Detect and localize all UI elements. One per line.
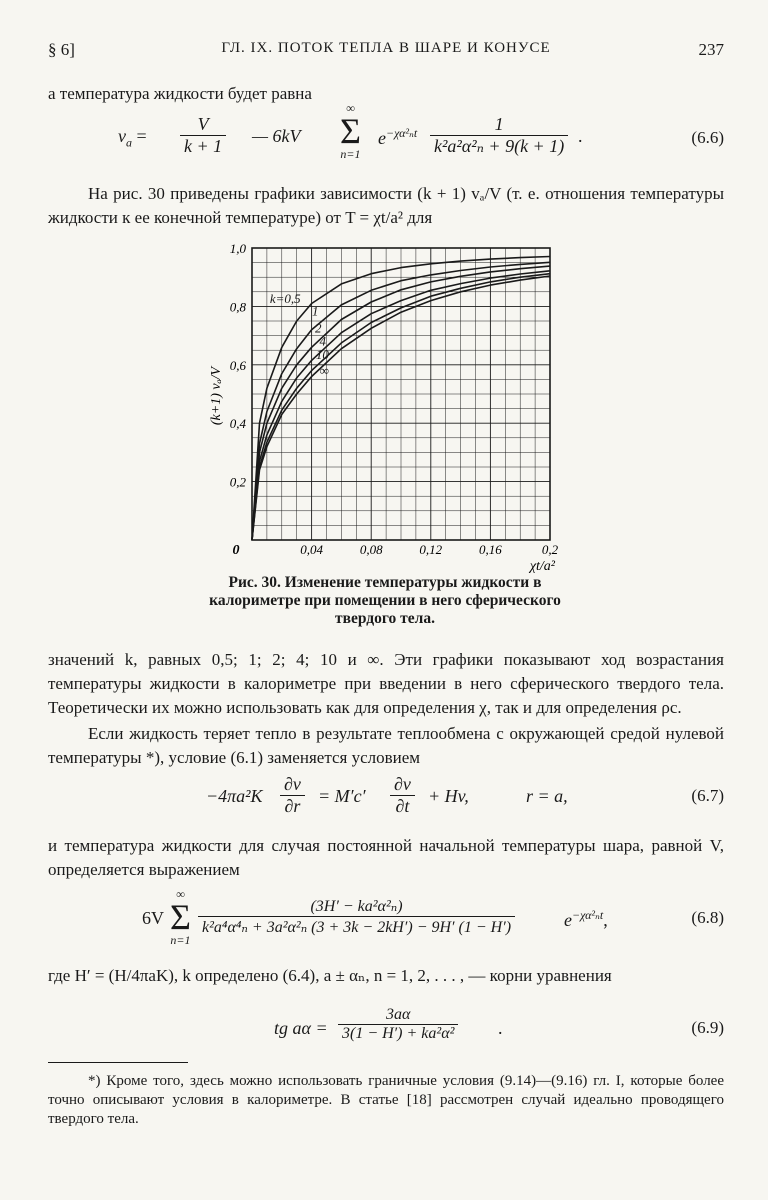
series-label-3: 2 [314,320,322,336]
intro-line: а температура жидкости будет равна [48,84,312,103]
equation-6-6: $v_a$ = $\frac{V}{k + 1}$ — 6kV ∞ Σ n=1 $e^{-\chi\alpha^2_nt}$ $\frac{1}{\text{k²a²α²ₙ + 9(k + 1)}}$ . (6.6) [118,101,724,161]
equation-6-9 [48,1006,724,1052]
y-tick-label: 0,6 [229,357,246,373]
eq66-frac2 [430,114,568,157]
eq67-left: −4πa²K [206,786,263,806]
series-label-5: 10 [315,347,329,363]
y-tick-label: 0,2 [229,474,246,490]
eq68-frac [198,896,515,937]
eq69-den: 3(1 − H′) + ka²α² [342,1025,455,1042]
paragraph-2: значений k, равных 0,5; 1; 2; 4; 10 и ∞. Эти графики показывают ход возрастания температуры жидкости в калориметре при введении в него сферического твердого тела. Теоретически их можно использовать как для определения χ, так и для определения ρc. [48,650,724,717]
paragraph-5: где H′ = (H/4πaK), k определено (6.4), а ± αₙ, n = 1, 2, . . . , — корни уравнения [48,966,612,985]
x-tick-label: 0,16 [479,542,502,557]
eq66-frac1-den: k + 1 [184,136,223,156]
y-axis-label: (k+1) vₐ/V [209,366,224,426]
eq68-exp-base: e [564,910,572,930]
eq68-sum-top: ∞ [176,887,185,901]
eq66-exp-base: e [378,128,386,148]
eq66-sum-top: ∞ [346,101,355,115]
x-tick-label: 0,08 [359,542,383,557]
paragraph-4: и температура жидкости для случая постоянной начальной температуры шара, равной V, определяется выражением [48,836,724,879]
series-label-2: 1 [312,303,319,319]
x-tick-label: 0,04 [300,542,323,557]
eq68-exp-power: −χα²ₙt [572,908,604,922]
eq68-sum: ∞ Σ n=1 [170,887,191,947]
eq68-den: k²a⁴α⁴ₙ + 3a²α²ₙ (3 + 3k − 2kH′) − 9H′ (1 − H′) [202,919,512,936]
eq69-tail: . [498,1018,503,1038]
running-title: ГЛ. IX. ПОТОК ТЕПЛА В ШАРЕ И КОНУСЕ [221,40,551,56]
eq66-sum-bottom: n=1 [340,147,361,161]
eq66-exp-power: −χα²ₙt [386,126,418,140]
y-tick-label: 0,8 [229,299,246,315]
eq66-frac1-num: V [180,114,226,136]
footnote: *) Кроме того, здесь можно использовать граничные условия (9.14)—(9.16) гл. I, которые более точно описывают условия в калориметре. В статье [18] рассмотрен случай идеально проводящего твердого тела. [48,1073,724,1127]
chart-tick-labels [230,241,559,557]
eq66-frac1 [180,114,226,157]
eq66-lhs: v [118,126,126,146]
equation-6-7 [48,774,724,822]
x-tick-label: 0,12 [419,542,443,557]
eq67-number: (6.7) [691,786,724,805]
figure-caption: Рис. 30. Изменение температуры жидкости в калориметре при помещении в него сферического твердого тела. [209,574,561,627]
eq69-num: 3aα [338,1006,458,1025]
eq69-left: tg aα = [274,1018,328,1038]
page-header [48,40,724,64]
eq66-frac2-den: k²a²α²ₙ + 9(k + 1) [434,136,565,156]
paragraph-3: Если жидкость теряет тепло в результате теплообмена с окружающей средой нулевой температуры *), условие (6.1) заменяется условием [48,724,724,767]
eq69-frac [338,1006,458,1043]
page-number: 237 [698,40,724,59]
footnote-rule [48,1062,188,1063]
eq67-mid: = M′c′ [318,786,366,806]
eq66-frac2-num: 1 [430,114,568,136]
figure-30-chart [200,236,570,576]
eq67-deriv2 [390,774,415,817]
eq67-right: + Hv, [428,786,469,806]
y-tick-label: 1,0 [229,241,246,256]
origin-label: 0 [232,543,240,558]
x-axis-label: χt/a² [529,559,555,574]
eq67-deriv1 [280,774,305,817]
eq67-d1-num: ∂v [280,774,305,796]
y-tick-label: 0,4 [229,416,246,432]
eq67-d2-den: ∂t [395,796,410,816]
eq68-tail: , [603,910,608,930]
eq69-number: (6.9) [691,1018,724,1037]
equation-6-8 [48,887,724,950]
eq68-number: (6.8) [691,908,724,927]
eq68-pre: 6V [142,908,164,928]
eq66-lhs-sub: a [126,135,132,150]
eq66-number: (6.6) [691,128,724,147]
section-marker: § 6] [48,40,75,59]
eq66-minus-term: — 6kV [252,126,301,146]
eq67-condition: r = a, [526,786,568,806]
eq67-d2-num: ∂v [390,774,415,796]
series-label-6: ∞ [319,362,329,378]
eq67-d1-den: ∂r [284,796,301,816]
eq68-num: (3H′ − ka²α²ₙ) [198,896,515,917]
series-label-4: 4 [319,333,326,349]
series-label-1: k=0,5 [269,290,301,306]
eq66-sum: ∞ Σ n=1 [340,101,361,161]
x-tick-label: 0,2 [541,542,559,557]
paragraph-1: На рис. 30 приведены графики зависимости (k + 1) vₐ/V (т. е. отношения температуры жидкости к ее конечной температуре) от T = χt/a² для [48,184,724,227]
eq68-sum-bottom: n=1 [170,933,191,947]
